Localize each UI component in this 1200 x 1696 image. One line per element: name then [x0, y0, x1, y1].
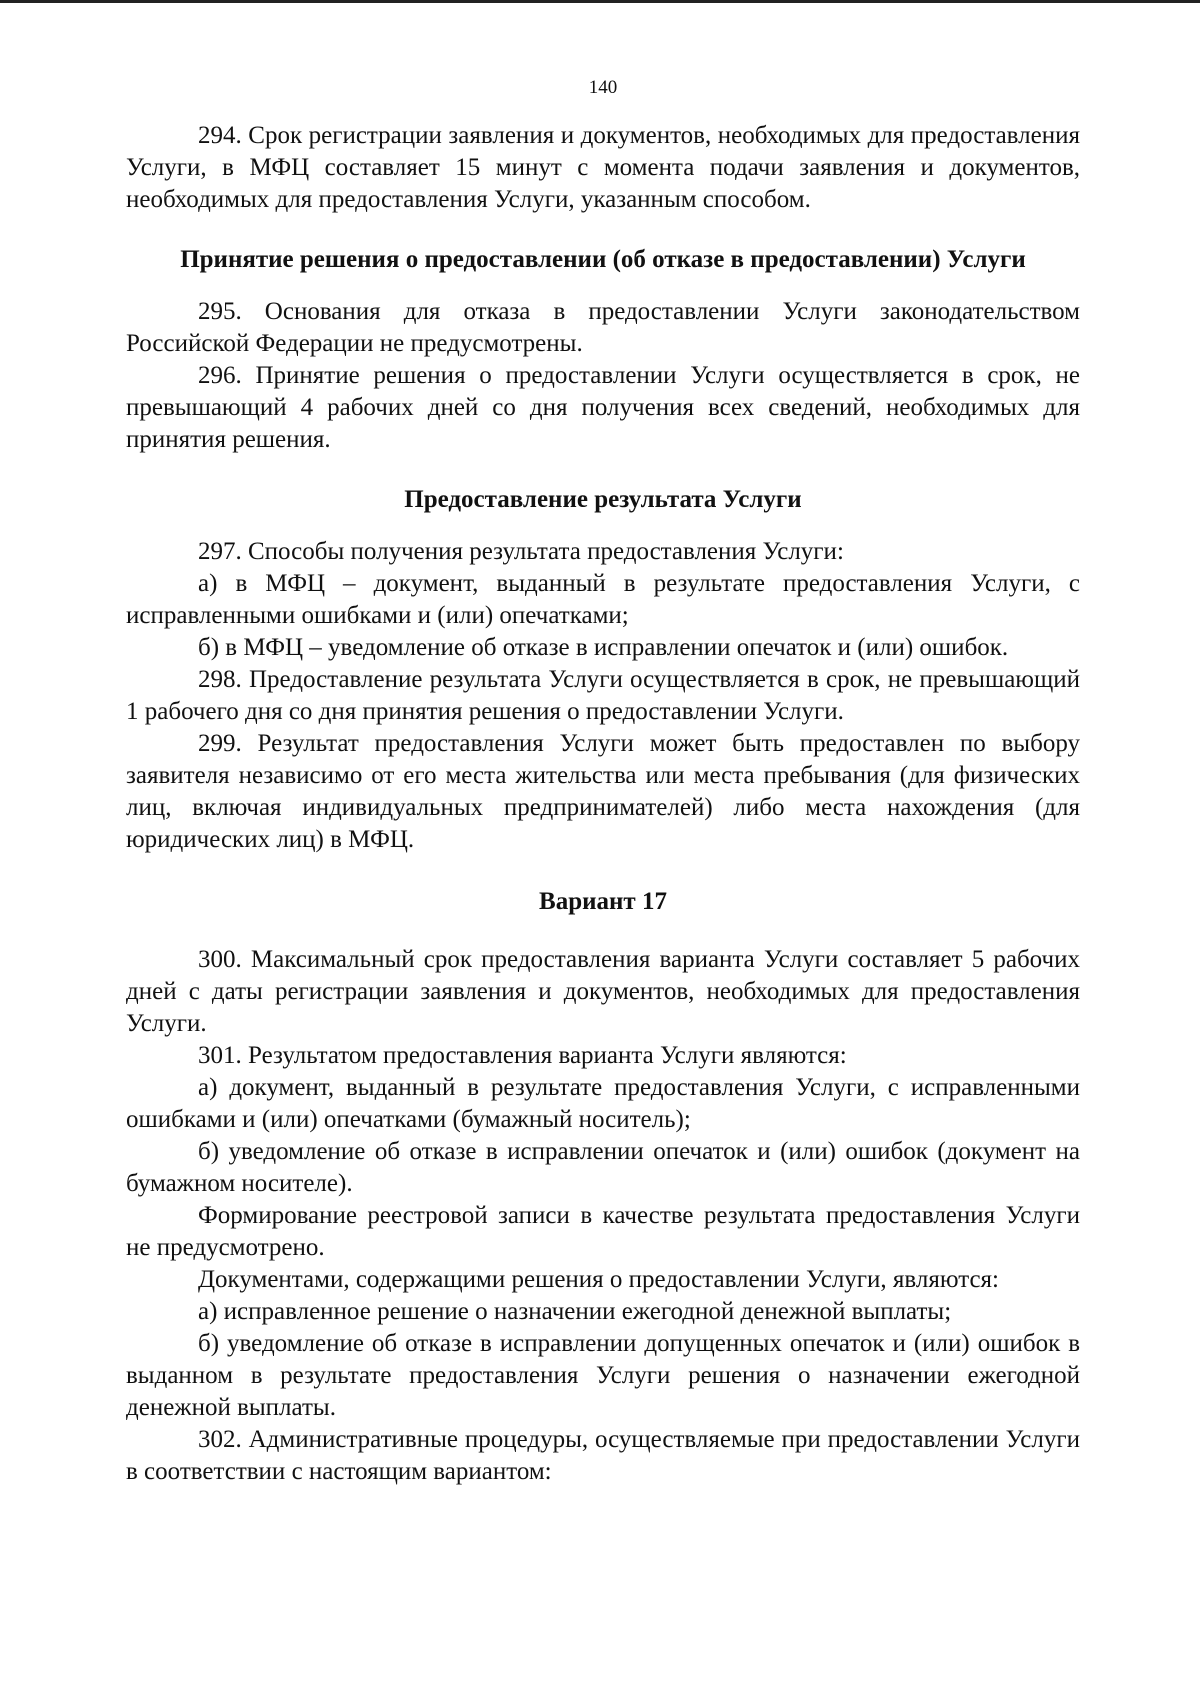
section-heading-decision: Принятие решения о предоставлении (об отказе в предоставлении) Услуги	[180, 246, 1026, 273]
paragraph-302: 302. Административные процедуры, осуществляемые при предоставлении Услуги в соответствии с настоящим вариантом:	[126, 1426, 1080, 1485]
paragraph-registry-record: Формирование реестровой записи в качестве результата предоставления Услуги не предусмотрено.	[126, 1202, 1080, 1261]
paragraph-295: 295. Основания для отказа в предоставлении Услуги законодательством Российской Федерации не предусмотрены.	[126, 298, 1080, 357]
top-border-line	[0, 0, 1200, 3]
paragraph-298: 298. Предоставление результата Услуги осуществляется в срок, не превышающий 1 рабочего дня со дня принятия решения о предоставлении Услуги.	[126, 666, 1080, 725]
paragraph-301-b: б) уведомление об отказе в исправлении опечаток и (или) ошибок (документ на бумажном носителе).	[126, 1138, 1080, 1197]
paragraph-297: 297. Способы получения результата предоставления Услуги:	[198, 538, 844, 565]
paragraph-300: 300. Максимальный срок предоставления варианта Услуги составляет 5 рабочих дней с даты регистрации заявления и документов, необходимых для предоставления Услуги.	[126, 946, 1080, 1037]
paragraph-296: 296. Принятие решения о предоставлении Услуги осуществляется в срок, не превышающий 4 рабочих дней со дня получения всех сведений, необходимых для принятия решения.	[126, 362, 1080, 453]
paragraph-301-a: а) документ, выданный в результате предоставления Услуги, с исправленными ошибками и (или) опечатками (бумажный носитель);	[126, 1074, 1080, 1133]
document-body	[126, 120, 1080, 1488]
paragraph-decision-documents-a: а) исправленное решение о назначении ежегодной денежной выплаты;	[198, 1298, 952, 1325]
paragraph-294: 294. Срок регистрации заявления и документов, необходимых для предоставления Услуги, в МФЦ составляет 15 минут с момента подачи заявления и документов, необходимых для предоставления Услуги, указанным способом.	[126, 122, 1080, 213]
section-heading-result: Предоставление результата Услуги	[404, 486, 802, 513]
section-heading-variant-17: Вариант 17	[539, 888, 667, 915]
paragraph-decision-documents-b: б) уведомление об отказе в исправлении допущенных опечаток и (или) ошибок в выданном в результате предоставления Услуги решения о назначении ежегодной денежной выплаты.	[126, 1330, 1080, 1421]
paragraph-297-a: а) в МФЦ – документ, выданный в результате предоставления Услуги, с исправленными ошибками и (или) опечатками;	[126, 570, 1080, 629]
paragraph-decision-documents: Документами, содержащими решения о предоставлении Услуги, являются:	[198, 1266, 999, 1293]
paragraph-299: 299. Результат предоставления Услуги может быть предоставлен по выбору заявителя независимо от его места жительства или места пребывания (для физических лиц, включая индивидуальных предпринимателей) либо места нахождения (для юридических лиц) в МФЦ.	[126, 730, 1080, 853]
paragraph-301: 301. Результатом предоставления варианта Услуги являются:	[198, 1042, 847, 1069]
paragraph-297-b: б) в МФЦ – уведомление об отказе в исправлении опечаток и (или) ошибок.	[198, 634, 1009, 661]
page-number: 140	[588, 77, 618, 98]
